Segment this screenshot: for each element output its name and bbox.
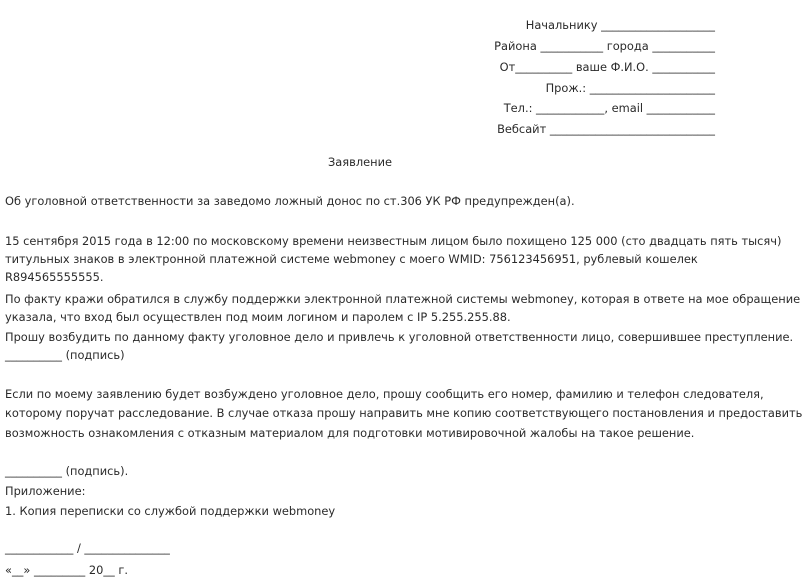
paragraph-theft-line-1: 15 сентября 2015 года в 12:00 по московскому времени неизвестным лицом было похищено 125 000 (сто двадцать пять тысяч) [5,234,782,248]
paragraph-support-line-1: По факту кражи обратился в службу поддержки электронной платежной системы webmoney, которая в ответе на мое обращение [5,292,801,306]
paragraph-investigation-line-1: Если по моему заявлению будет возбуждено уголовное дело, прошу сообщить его номер, фамилию и телефон следователя, [5,387,764,401]
signature-name-line: ____________ / _______________ [5,541,170,555]
paragraph-theft-line-3: R894565555555. [5,270,104,284]
header-district-line: Района ___________ города ___________ [494,39,715,53]
header-chief-line: Начальнику ____________________ [525,18,715,32]
date-line: «__» _________ 20__ г. [5,563,128,577]
liability-warning: Об уголовной ответственности за заведомо ложный донос по ст.306 УК РФ предупрежден(а). [5,194,575,208]
header-phone-email-line: Тел.: ____________, email ____________ [503,101,715,115]
signature-line-1: __________ (подпись) [5,348,125,362]
header-from-line: От__________ ваше Ф.И.О. ___________ [499,60,715,74]
paragraph-investigation-line-2: которому поручат расследование. В случае отказа прошу направить мне копию соответствующего постановления и предоставить [5,406,802,420]
header-address-line: Прож.: ______________________ [545,81,715,95]
paragraph-investigation-line-3: возможность ознакомления с отказным материалом для подготовки мотивировочной жалобы на такое решение. [5,426,695,440]
signature-line-2: __________ (подпись). [5,464,129,478]
paragraph-request: Прошу возбудить по данному факту уголовное дело и привлечь к уголовной ответственности лицо, совершившее преступление. [5,330,794,344]
document-title: Заявление [328,155,392,169]
header-website-line: Вебсайт _____________________________ [497,122,715,136]
paragraph-support-line-2: указала, что вход был осуществлен под моим логином и паролем с IP 5.255.255.88. [5,310,511,324]
paragraph-theft-line-2: титульных знаков в электронной платежной системе webmoney с моего WMID: 756123456951, рублевый кошелек [5,252,698,266]
attachment-item: 1. Копия переписки со службой поддержки webmoney [5,504,336,518]
attachment-label: Приложение: [5,484,86,498]
